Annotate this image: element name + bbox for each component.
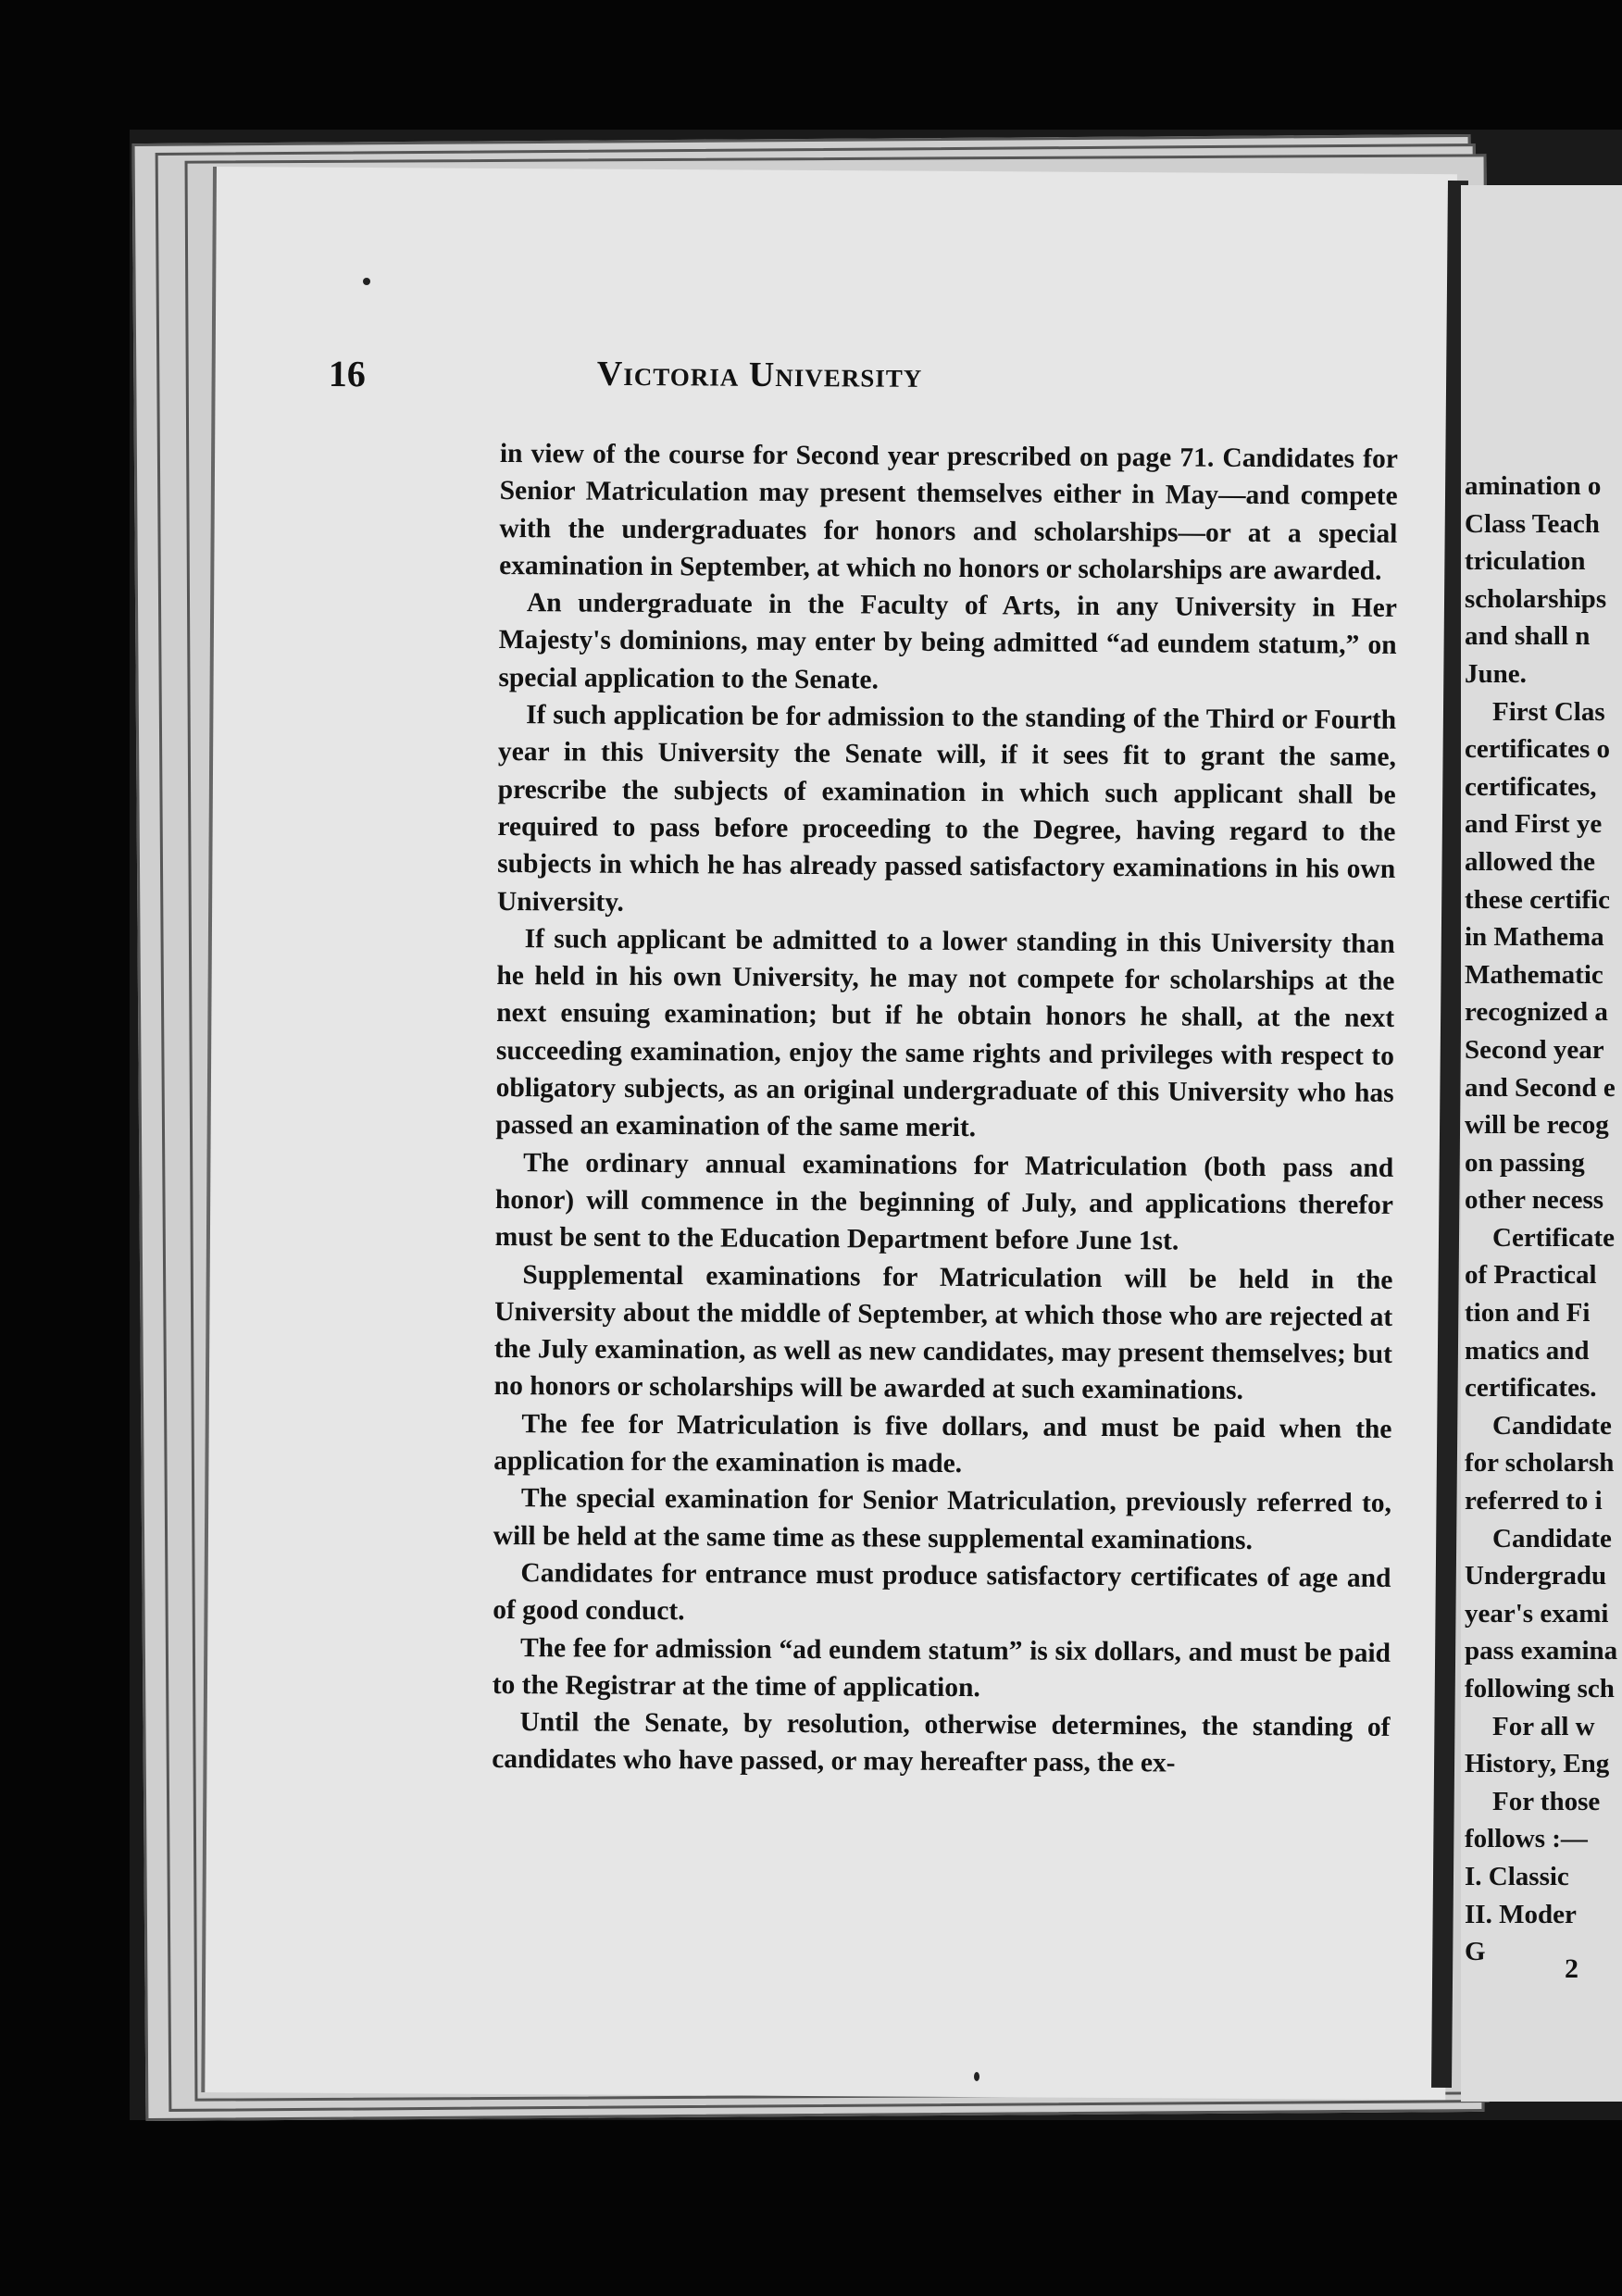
right-page-line: tion and Fi [1465,1298,1591,1329]
paragraph: in view of the course for Second year prescribed on page 71. Candidates for Senior Matriculation may present themselves either in May—and compete with the undergraduates for honors and scholarships—or at a special examination in September, at which no honors or scholarships are awarded. [499,438,1398,586]
paragraph: If such applicant be admitted to a lower standing in this University than he held in his own University, he may not compete for scholarships at the next ensuing examination; but if he obtain honors he shall, at the next succeeding examination, enjoy the same rights and privileges with respect to obligatory subjects, as an original undergraduate of this University who has passed an examination of the same merit. [495,924,1395,1143]
right-page-line: in Mathema [1465,922,1604,953]
paragraph: The special examination for Senior Matriculation, previously referred to, will be held at the same time as these supplemental examinations. [493,1483,1392,1555]
right-page-line: Certificate [1492,1222,1616,1253]
right-page-line: June. [1465,658,1527,689]
right-page-line: certificates o [1465,734,1610,765]
right-page-line: History, Eng [1465,1749,1610,1779]
right-page-line: Second year [1465,1034,1604,1065]
right-page-line: Candidate [1492,1410,1612,1441]
right-page-line: scholarships [1465,583,1607,614]
right-page-line: on passing [1465,1147,1585,1178]
right-page-line: other necess [1465,1185,1604,1216]
paragraph: An undergraduate in the Faculty of Arts, in any University in Her Majesty's dominions, may enter by being admitted “ad eundem statum,” on special application to the Senate. [498,588,1397,695]
page-title: Victoria University [596,354,923,395]
right-page-line: For those [1492,1786,1601,1816]
right-page-line: referred to i [1465,1486,1603,1516]
right-page-line: amination o [1465,471,1602,501]
right-page-text [1465,468,1622,1971]
right-page-line: For all w [1492,1711,1595,1741]
right-page-line: allowed the [1465,846,1595,877]
right-page-line: Undergradu [1465,1561,1607,1591]
right-page-line: for scholarsh [1465,1448,1615,1479]
ink-speck [363,278,370,285]
right-page-line: of Practical [1465,1260,1597,1291]
right-page-line: and Second e [1465,1072,1616,1103]
right-page-line: II. Moder [1465,1899,1577,1929]
right-page-line: matics and [1465,1335,1590,1366]
right-page-line: will be recog [1465,1110,1609,1141]
right-page-line: pass examina [1465,1636,1618,1666]
right-page-line: year's exami [1465,1598,1609,1628]
right-page-line: follows :— [1465,1824,1588,1854]
right-page-line: First Clas [1492,696,1605,727]
paragraph: The ordinary annual examinations for Matriculation (both pass and honor) will commence in the beginning of July, and applications therefor must be sent to the Education Department before June 1st. [494,1147,1394,1256]
right-page-line: Class Teach [1465,508,1600,539]
paragraph: If such application be for admission to the standing of the Third or Fourth year in this University the Senate will, if it sees fit to grant the same, prescribe the subjects of examination in which such applicant shall be required to pass before proceeding to the Degree, having regard to the subjects in which he has already passed satisfactory examinations in his own University. [496,700,1397,917]
paragraph: Until the Senate, by resolution, otherwise determines, the standing of candidates who have passed, or may hereafter pass, the ex- [492,1707,1391,1778]
right-page-line: recognized a [1465,997,1608,1028]
ink-speck [974,2072,979,2081]
right-page-line: I. Classic [1465,1861,1569,1891]
right-page-line: certificates. [1465,1373,1597,1404]
right-page-line: following sch [1465,1674,1615,1703]
paragraph: The fee for admission “ad eundem statum” is six dollars, and must be paid to the Registrar at the time of application. [492,1632,1391,1703]
paragraph: Supplemental examinations for Matriculation will be held in the University about the middle of September, at which those who are rejected at the July examination, as well as new candidates, may present themselves; but no honors or scholarships will be awarded at such examinations. [493,1259,1393,1406]
right-page-line: and First ye [1465,809,1603,840]
signature-mark: 2 [1565,1953,1578,1984]
running-head [329,352,1162,412]
right-page-line: certificates, [1465,771,1597,802]
paragraph: The fee for Matriculation is five dollars, and must be paid when the application for the examination is made. [493,1408,1392,1479]
right-page-line: Candidate [1492,1523,1612,1554]
page-number: 16 [328,352,366,395]
paragraph: Candidates for entrance must produce satisfactory certificates of age and of good conduct. [493,1558,1391,1627]
right-page-line: and shall n [1465,621,1591,652]
body-text [492,435,1398,1784]
right-page-line: triculation [1465,546,1586,577]
right-page-line: these certific [1465,884,1610,915]
right-page-line: Mathematic [1465,959,1603,990]
right-page-line: G [1465,1937,1486,1967]
